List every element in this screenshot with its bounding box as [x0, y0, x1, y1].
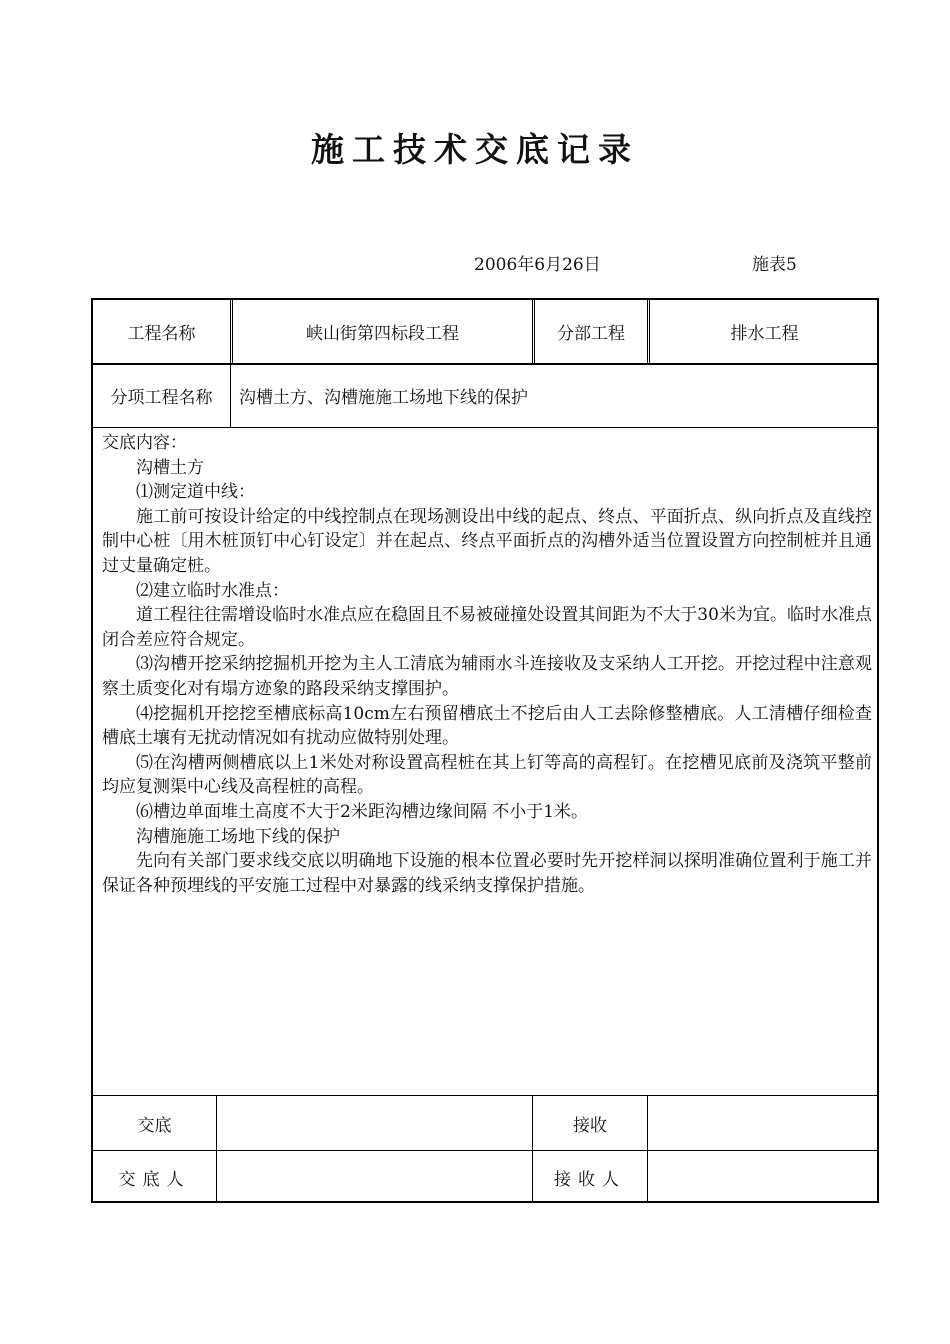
receive-signature-field[interactable]: [648, 1096, 879, 1150]
record-table: [91, 298, 879, 1203]
handover-signature-field[interactable]: [217, 1096, 532, 1150]
receive-person-field[interactable]: [648, 1151, 879, 1203]
row-divider: [93, 427, 877, 428]
section-heading: 沟槽土方: [136, 457, 204, 478]
receive-person-label: 接收人: [554, 1169, 626, 1190]
content-paragraph: ⑶沟槽开挖采纳挖掘机开挖为主人工清底为辅雨水斗连接收及支采纳人工开挖。开挖过程中注意观察土质变化对有塌方迹象的路段采纳支撑围护。: [102, 654, 872, 699]
subitem-label: 分项工程名称: [110, 388, 213, 408]
content-paragraph: 道工程往往需增设临时水准点应在稳固且不易被碰撞处设置其间距为不大于30米为宜。临时水准点闭合差应符合规定。: [102, 605, 872, 650]
content-item: ⑴测定道中线：: [136, 482, 255, 503]
content-paragraph: ⑷挖掘机开挖挖至槽底标高10cm左右预留槽底土不挖后由人工去除修整槽底。人工清槽仔细检查槽底土壤有无扰动情况如有扰动应做特别处理。: [102, 703, 872, 749]
content-label: 交底内容：: [102, 433, 187, 453]
page-title: 施工技术交底记录: [311, 130, 639, 169]
section-heading: 沟槽施施工场地下线的保护: [136, 826, 340, 847]
receive-label: 接收: [573, 1115, 607, 1136]
handover-label: 交底: [137, 1115, 172, 1136]
handover-person-field[interactable]: [217, 1151, 532, 1203]
record-date: 2006年6月26日: [474, 255, 601, 275]
handover-person-label: 交底人: [118, 1169, 191, 1190]
content-paragraph: 先向有关部门要求线交底以明确地下设施的根本位置必要时先开挖样洞以探明准确位置利于施工并保证各种预埋线的平安施工过程中对暴露的线采纳支撑保护措施。: [102, 851, 872, 896]
project-name-value: 峡山街第四标段工程: [306, 324, 459, 344]
content-paragraph: ⑹槽边单面堆土高度不大于2米距沟槽边缘间隔 不小于1米。: [136, 801, 589, 822]
content-paragraph: ⑸在沟槽两侧槽底以上1米处对称设置高程桩在其上钉等高的高程钉。在挖槽见底前及浇筑平整前均应复测渠中心线及高程桩的高程。: [102, 752, 872, 798]
division-label: 分部工程: [557, 324, 625, 344]
subitem-value: 沟槽土方、沟槽施施工场地下线的保护: [239, 388, 528, 408]
division-value: 排水工程: [730, 324, 799, 344]
project-name-label: 工程名称: [127, 324, 196, 344]
content-item: ⑵建立临时水准点：: [136, 580, 289, 601]
form-number: 施表5: [752, 255, 797, 275]
handover-content: [102, 431, 872, 898]
content-paragraph: 施工前可按设计给定的中线控制点在现场测设出中线的起点、终点、平面折点、纵向折点及直线控制中心桩〔用木桩顶钉中心钉设定〕并在起点、终点平面折点的沟槽外适当位置设置方向控制桩并且通过丈量确定桩。: [102, 506, 872, 576]
